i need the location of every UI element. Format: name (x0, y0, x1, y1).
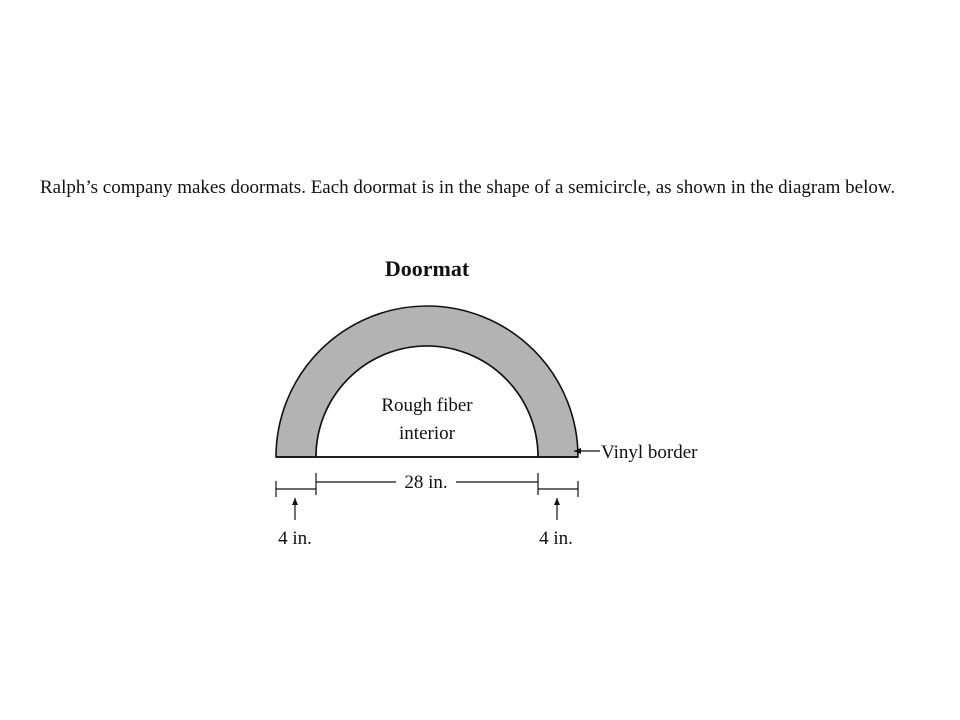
left-border-width-label: 4 in. (278, 528, 312, 549)
vinyl-border-label: Vinyl border (601, 442, 698, 463)
inner-diameter-label: 28 in. (404, 472, 448, 493)
interior-label-line1: Rough fiber (381, 395, 473, 416)
diagram-title: Doormat (384, 256, 470, 281)
left-border-width-dimension (276, 481, 316, 520)
right-border-width-label: 4 in. (539, 528, 573, 549)
right-border-width-dimension (538, 481, 578, 520)
interior-label-line2: interior (399, 423, 455, 444)
question-text: Ralph’s company makes doormats. Each doormat is in the shape of a semicircle, as shown in the diagram below. (40, 177, 896, 198)
